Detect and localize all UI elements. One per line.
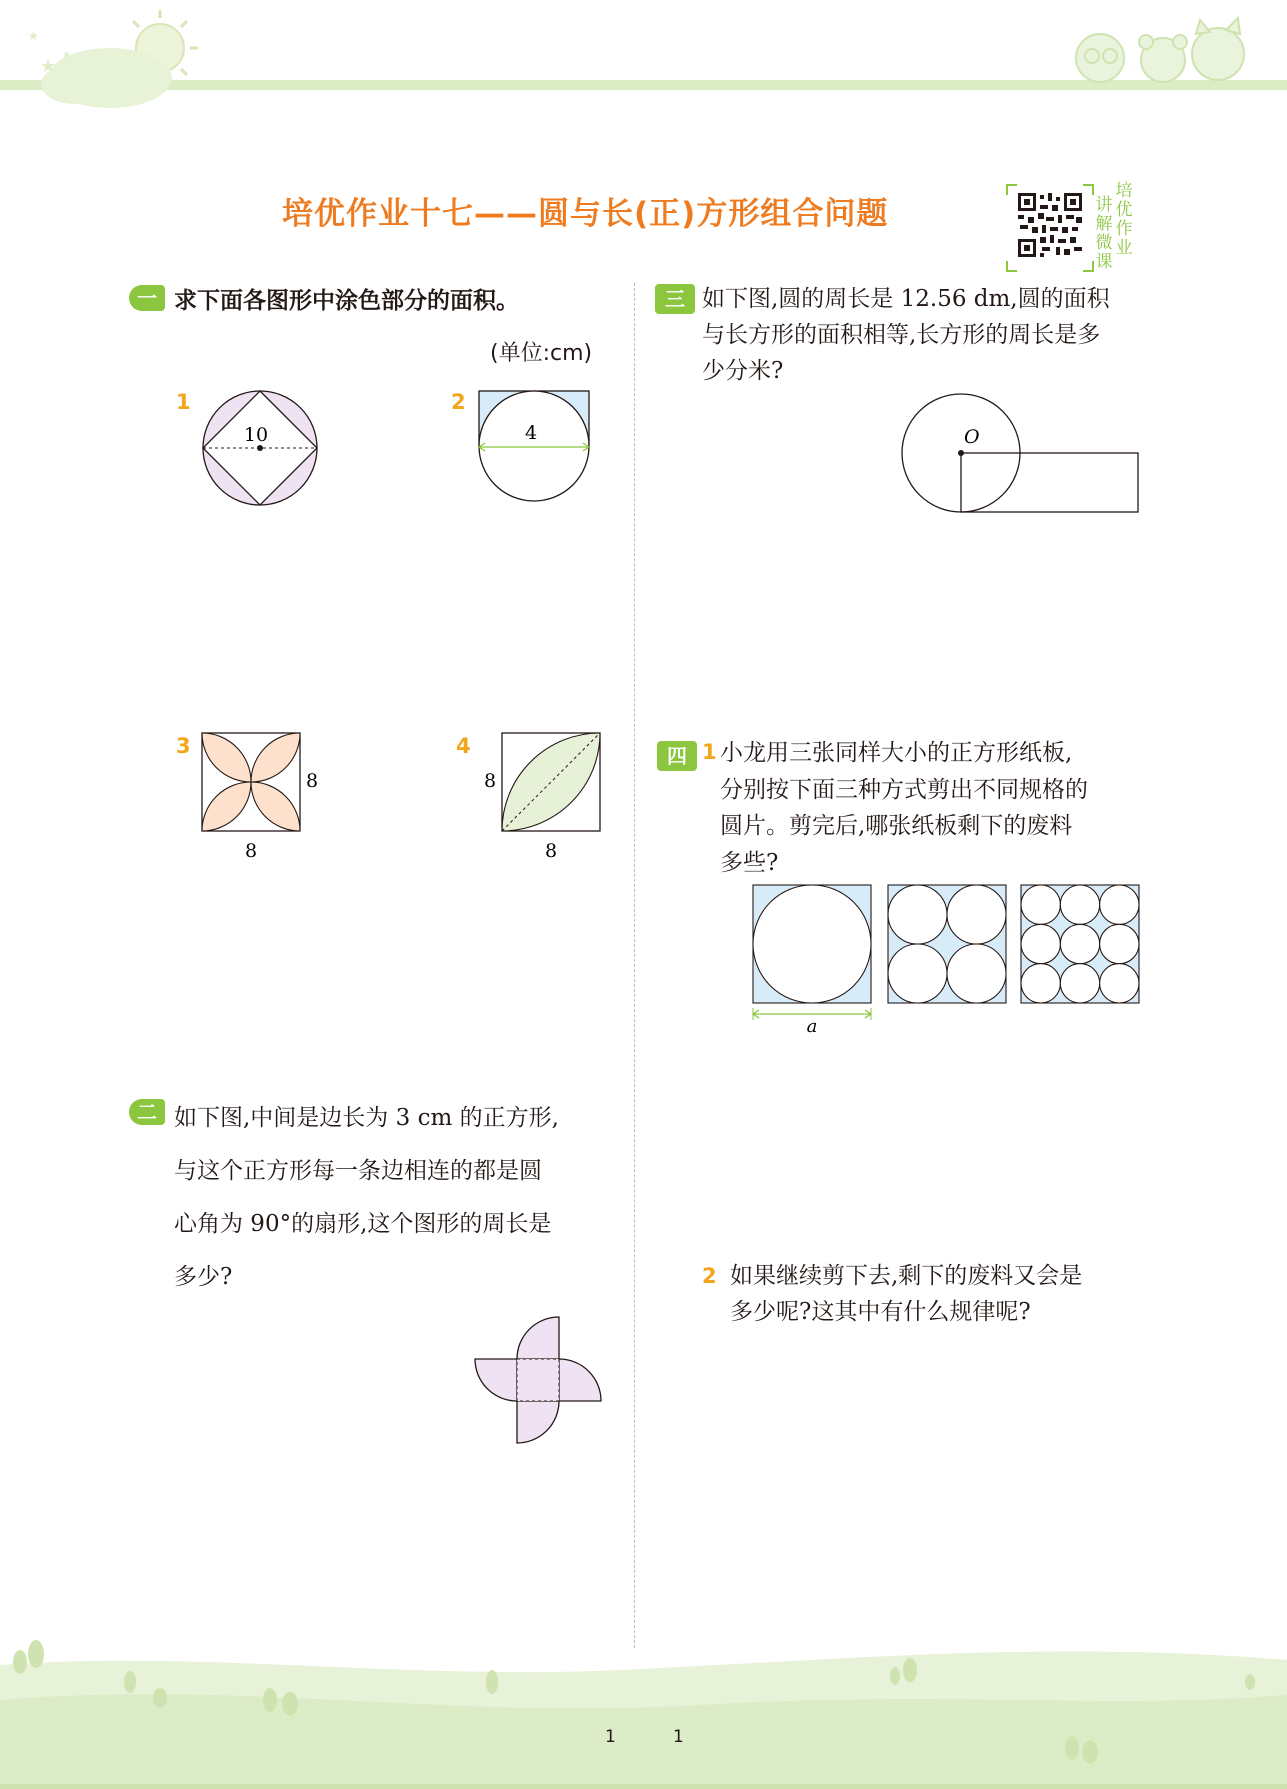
- svg-text:★: ★: [62, 50, 71, 61]
- qr-bracket: [1005, 183, 1095, 273]
- section1-heading: 求下面各图形中涂色部分的面积。: [174, 288, 519, 314]
- figure-number-2: 2: [451, 390, 466, 414]
- page-number-left: 1: [605, 1727, 616, 1747]
- figure-1-label: 10: [243, 424, 269, 446]
- figure-4-side-left: 8: [483, 770, 497, 792]
- section-badge-1: 一: [129, 285, 165, 311]
- section4-question-1: 小龙用三张同样大小的正方形纸板, 分别按下面三种方式剪出不同规格的 圆片。剪完后,哪张纸板剩下的废料 多些?: [720, 740, 1088, 876]
- svg-text:★: ★: [28, 29, 39, 43]
- cartoon-animals-icon: [1076, 18, 1244, 82]
- pinwheel-figure: [465, 1305, 625, 1455]
- figure-2-label: 4: [524, 422, 538, 444]
- figure-3-side-right: 8: [305, 770, 319, 792]
- figure-4-side-bottom: 8: [544, 840, 558, 862]
- section2-question: 如下图,中间是边长为 3 cm 的正方形, 与这个正方形每一条边相连的都是圆 心角为 90°的扇形,这个图形的周长是 多少?: [174, 1105, 559, 1290]
- section4-question-2: 如果继续剪下去,剩下的废料又会是 多少呢?这其中有什么规律呢?: [730, 1263, 1083, 1325]
- section3-question: 如下图,圆的周长是 12.56 dm,圆的面积 与长方形的面积相等,长方形的周长是多 少分米?: [702, 286, 1110, 384]
- figure-1: [195, 383, 325, 513]
- svg-text:★: ★: [40, 56, 57, 77]
- figure-4: [478, 725, 608, 865]
- section-badge-2: 二: [129, 1099, 165, 1125]
- column-divider: [634, 283, 635, 1648]
- circle-rectangle-figure: [898, 392, 1148, 517]
- question4-number-1: 1: [702, 740, 717, 764]
- page-number-right: 1: [673, 1727, 684, 1747]
- figure-number-4: 4: [456, 734, 471, 758]
- question4-number-2: 2: [702, 1264, 717, 1288]
- section-badge-4: 四: [657, 741, 697, 771]
- footer-landscape: [0, 1620, 1287, 1789]
- figure-3: [196, 725, 326, 865]
- center-label: O: [964, 426, 980, 448]
- unit-label: (单位:cm): [490, 341, 593, 366]
- header-decoration: [0, 0, 1287, 110]
- figure-3-side-bottom: 8: [244, 840, 258, 862]
- paper-cutting-figure: [748, 880, 1148, 1040]
- qr-label-col2: 培 优 作 业: [1115, 181, 1133, 258]
- figure-number-1: 1: [176, 390, 191, 414]
- figure-number-3: 3: [176, 734, 191, 758]
- section-badge-3: 三: [655, 284, 695, 314]
- qr-label-col1: 讲 解 微 课: [1095, 195, 1113, 272]
- side-label: a: [806, 1016, 818, 1037]
- page-title: 培优作业十七——圆与长(正)方形组合问题: [282, 196, 889, 232]
- figure-2: [470, 385, 600, 505]
